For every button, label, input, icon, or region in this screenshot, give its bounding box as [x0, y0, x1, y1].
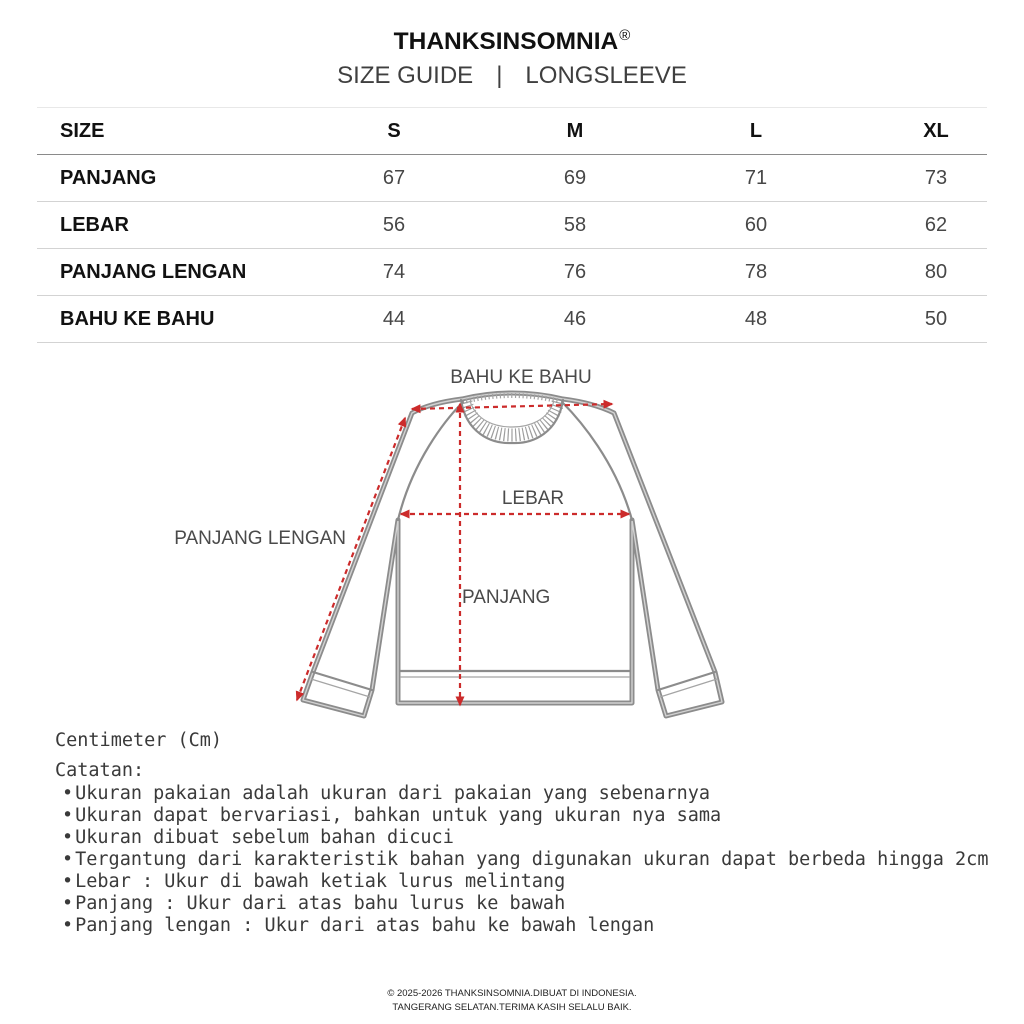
notes-heading: Catatan: [55, 760, 145, 781]
header-size-s: S [387, 120, 401, 142]
brand-name: THANKSINSOMNIA [393, 28, 619, 55]
row-label: PANJANG LENGAN [60, 261, 247, 283]
measurement-diagram [0, 350, 1024, 730]
brand-title [0, 28, 1024, 59]
size-value: 56 [382, 214, 406, 236]
size-value: 78 [744, 261, 768, 283]
size-value: 73 [924, 167, 948, 189]
row-label: PANJANG [60, 167, 157, 189]
list-item: • Ukuran dapat bervariasi, bahkan untuk yang ukuran nya sama [62, 805, 988, 827]
size-value: 69 [563, 167, 587, 189]
subtitle-guide: SIZE GUIDE [337, 62, 474, 89]
list-item: • Ukuran pakaian adalah ukuran dari pakaian yang sebenarnya [62, 783, 988, 805]
footer-copyright: © 2025-2026 THANKSINSOMNIA.DIBUAT DI INDONESIA. [387, 988, 637, 999]
size-value: 76 [563, 261, 587, 283]
size-value: 71 [744, 167, 768, 189]
size-value: 60 [744, 214, 768, 236]
header-size-xl: XL [923, 120, 949, 142]
notes-list [62, 783, 988, 937]
unit-note: Centimeter (Cm) [55, 730, 223, 751]
page-subtitle [0, 62, 1024, 90]
table-row [37, 155, 987, 202]
footer-tagline: TANGERANG SELATAN.TERIMA KASIH SELALU BAIK. [392, 1002, 632, 1013]
list-item: • Panjang : Ukur dari atas bahu lurus ke bawah [62, 893, 988, 915]
size-value: 80 [924, 261, 948, 283]
subtitle-separator: | [496, 62, 503, 89]
size-value: 50 [924, 308, 948, 330]
header-size-m: M [566, 120, 584, 142]
label-width: LEBAR [501, 488, 565, 509]
row-label: BAHU KE BAHU [60, 308, 215, 330]
sweatshirt-icon [303, 393, 722, 716]
table-row [37, 249, 987, 296]
size-value: 67 [382, 167, 406, 189]
size-value: 48 [744, 308, 768, 330]
footer [0, 987, 1024, 1015]
size-value: 44 [382, 308, 406, 330]
size-table-header-row [37, 108, 987, 155]
list-item: • Tergantung dari karakteristik bahan yang digunakan ukuran dapat berbeda hingga 2cm [62, 849, 988, 871]
list-item: • Ukuran dibuat sebelum bahan dicuci [62, 827, 988, 849]
label-sleeve: PANJANG LENGAN [174, 528, 346, 549]
header-size-l: L [749, 120, 763, 142]
list-item: • Panjang lengan : Ukur dari atas bahu ke bawah lengan [62, 915, 988, 937]
size-value: 46 [563, 308, 587, 330]
table-row [37, 296, 987, 343]
table-row [37, 202, 987, 249]
label-shoulder: BAHU KE BAHU [450, 367, 592, 388]
subtitle-product: LONGSLEEVE [525, 62, 687, 89]
list-item: • Lebar : Ukur di bawah ketiak lurus melintang [62, 871, 988, 893]
header-size-label: SIZE [60, 120, 105, 142]
size-value: 74 [382, 261, 406, 283]
label-length: PANJANG [462, 587, 551, 608]
size-value: 62 [924, 214, 948, 236]
size-table [37, 107, 987, 343]
row-label: LEBAR [60, 214, 129, 236]
registered-mark: ® [619, 27, 631, 44]
size-value: 58 [563, 214, 587, 236]
